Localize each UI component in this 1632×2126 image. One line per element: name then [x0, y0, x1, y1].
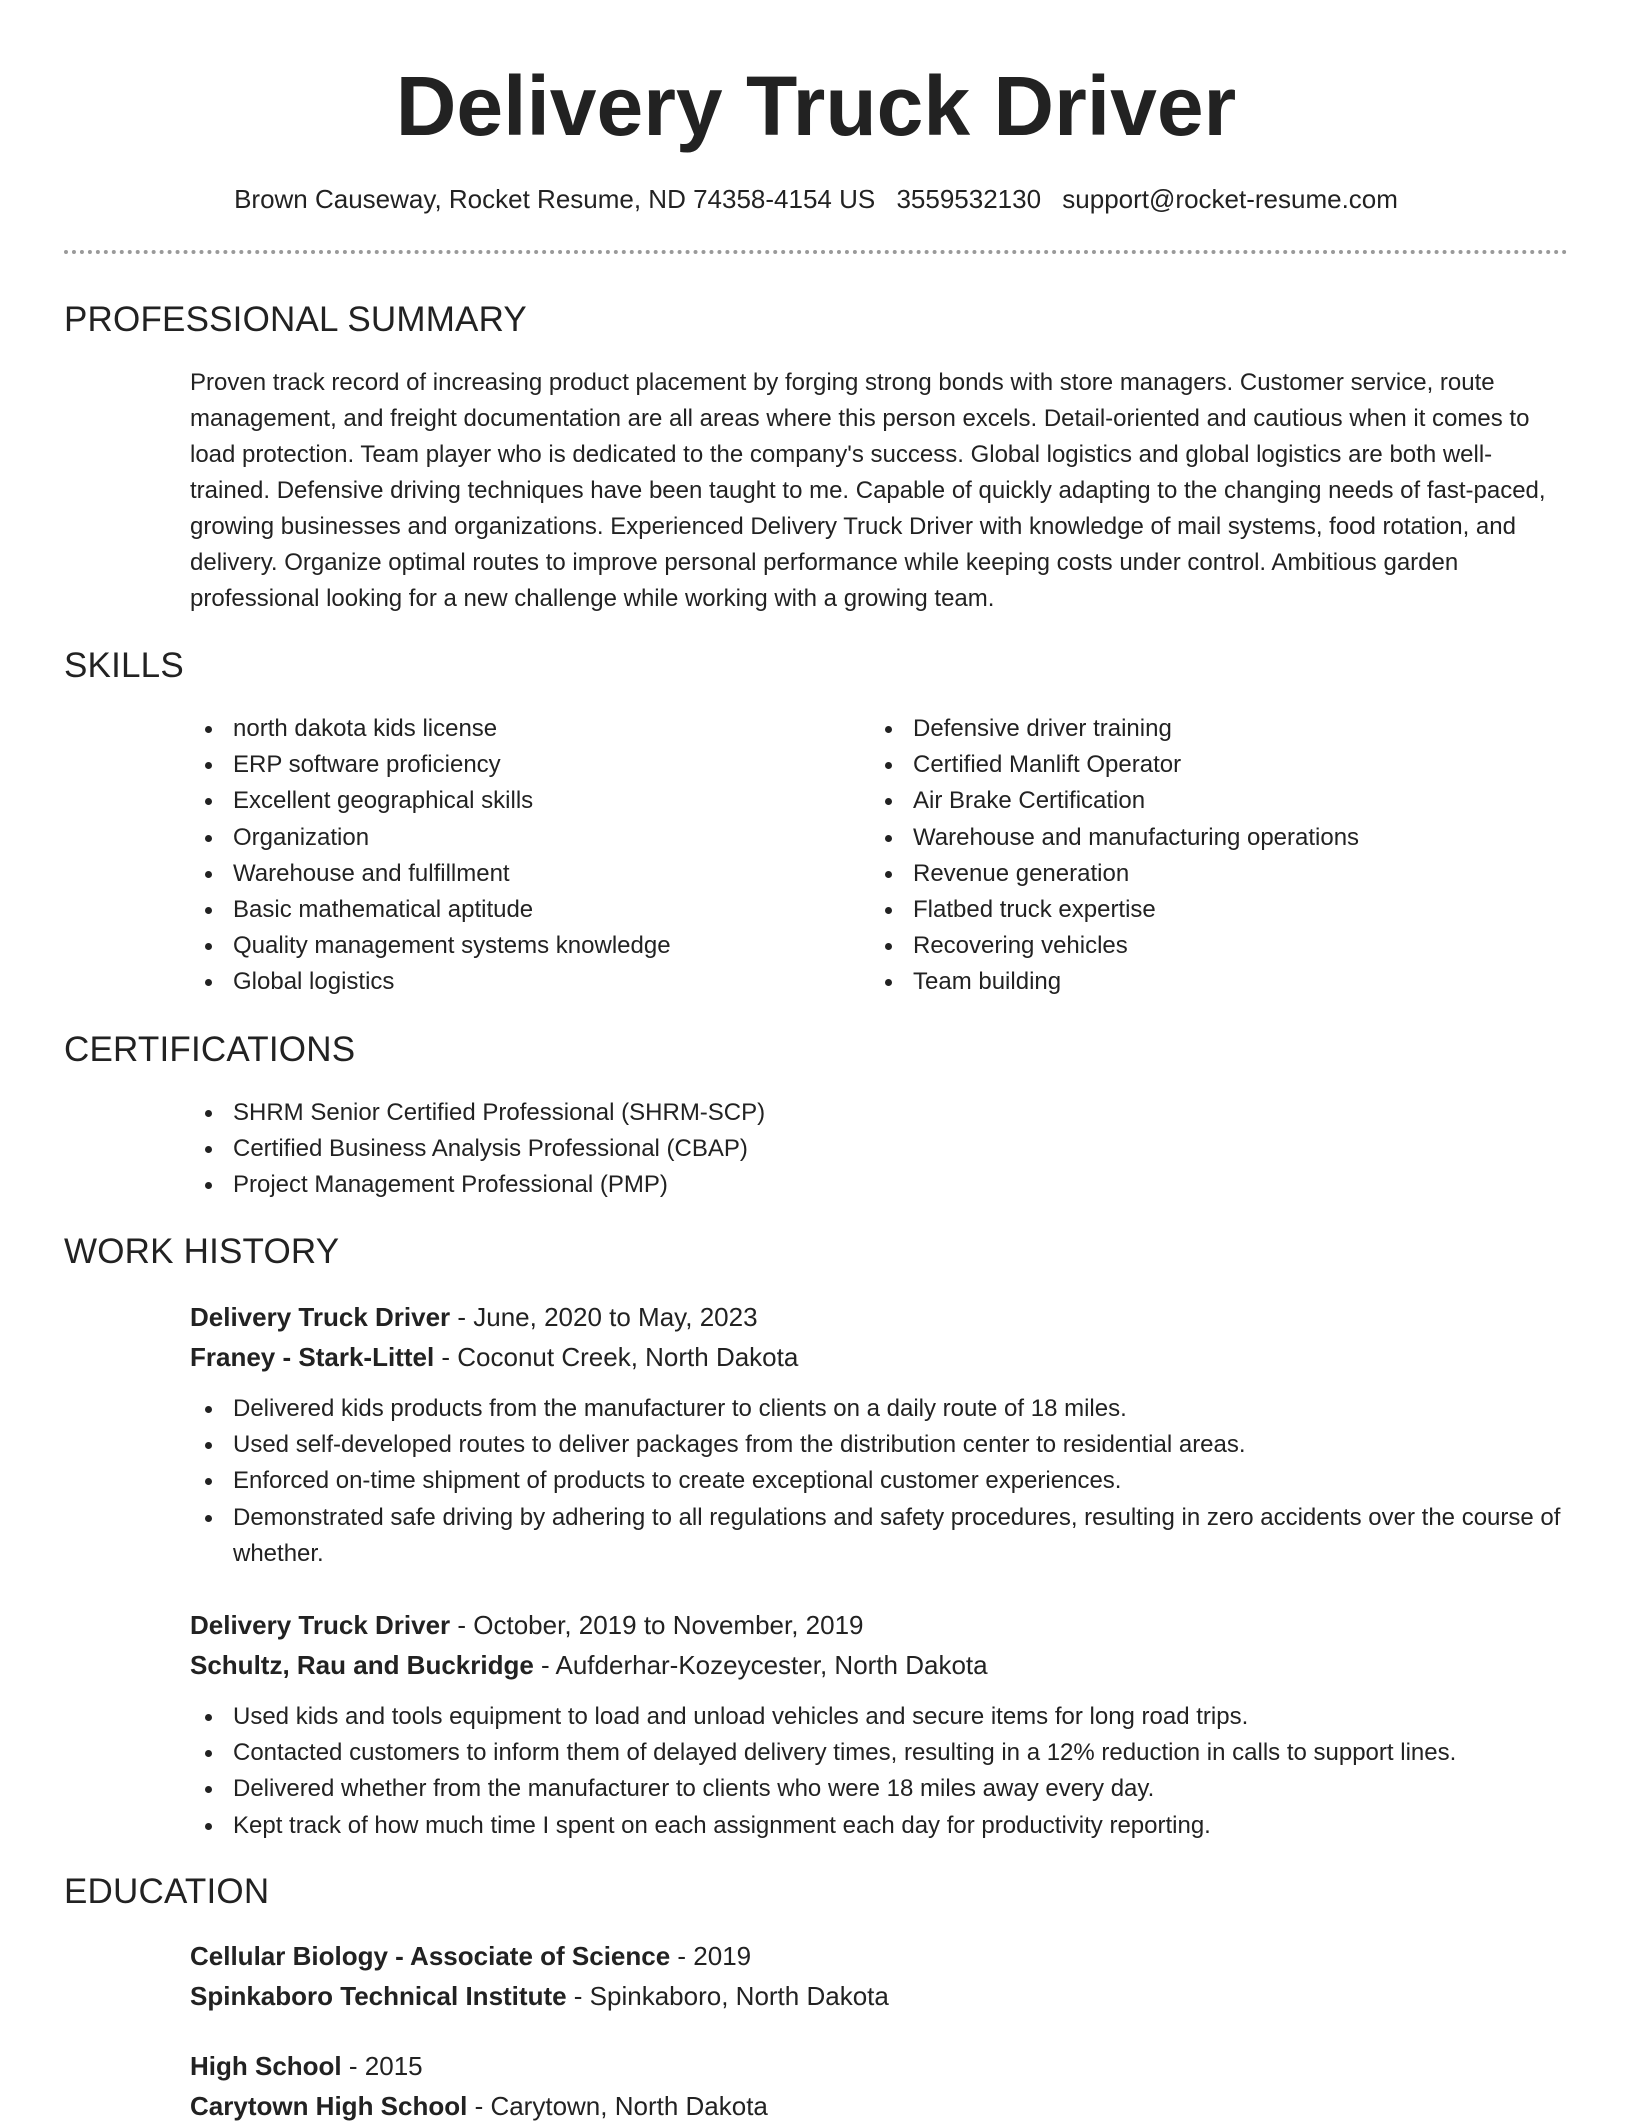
job-dates: - October, 2019 to November, 2019 — [450, 1610, 864, 1640]
school-location: - Carytown, North Dakota — [467, 2091, 768, 2121]
job-company-line — [190, 1645, 1570, 1685]
list-item: Warehouse and manufacturing operations — [870, 820, 1570, 856]
list-item: Used self-developed routes to deliver packages from the distribution center to residential areas. — [190, 1427, 1570, 1463]
school-name: Carytown High School — [190, 2091, 468, 2121]
resume-name: Delivery Truck Driver — [395, 59, 1237, 153]
header-divider — [64, 250, 1568, 254]
list-item: ERP software proficiency — [190, 747, 850, 783]
job-company: Franey - Stark-Littel — [190, 1342, 435, 1372]
contact-phone: 3559532130 — [896, 184, 1042, 214]
list-item: Recovering vehicles — [870, 928, 1570, 964]
summary-text: Proven track record of increasing product placement by forging strong bonds with store managers. Customer service, route management, and freight documentation are all areas where this person excels. Detail-oriented and cautious when it comes to load protection. Team player who is dedicated to the company's success. Global logistics and global logistics are both well-trained. Defensive driving techniques have been taught to me. Capable of quickly adapting to the changing needs of fast-paced, growing businesses and organizations. Experienced Delivery Truck Driver with knowledge of mail systems, food rotation, and delivery. Organize optimal routes to improve personal performance while keeping costs under control. Ambitious garden professional looking for a new challenge while working with a growing team. — [190, 369, 1546, 612]
school-line — [190, 2086, 1570, 2126]
certifications-list — [190, 1095, 1570, 1204]
list-item: Flatbed truck expertise — [870, 892, 1570, 928]
degree-year: - 2019 — [670, 1941, 752, 1971]
list-item: Basic mathematical aptitude — [190, 892, 850, 928]
job-title-line — [190, 1297, 1570, 1337]
list-item: Warehouse and fulfillment — [190, 856, 850, 892]
list-item: Global logistics — [190, 964, 850, 1000]
list-item: Delivered whether from the manufacturer to clients who were 18 miles away every day. — [190, 1771, 1570, 1807]
section-title-education: EDUCATION — [64, 1872, 270, 1911]
list-item: Used kids and tools equipment to load and unload vehicles and secure items for long road trips. — [190, 1699, 1570, 1735]
job-company: Schultz, Rau and Buckridge — [190, 1650, 534, 1680]
school-line — [190, 1976, 1570, 2016]
list-item: Team building — [870, 964, 1570, 1000]
list-item: Delivered kids products from the manufacturer to clients on a daily route of 18 miles. — [190, 1391, 1570, 1427]
list-item: Quality management systems knowledge — [190, 928, 850, 964]
degree-line — [190, 1936, 1570, 1976]
section-title-certifications: CERTIFICATIONS — [64, 1030, 356, 1069]
skills-list-right — [870, 711, 1570, 1001]
job-title-line — [190, 1605, 1570, 1645]
job-dates: - June, 2020 to May, 2023 — [450, 1302, 758, 1332]
list-item: Certified Manlift Operator — [870, 747, 1570, 783]
job-duties-list — [190, 1391, 1570, 1572]
section-title-skills: SKILLS — [64, 646, 184, 685]
degree-line — [190, 2046, 1570, 2086]
list-item: Certified Business Analysis Professional (CBAP) — [190, 1131, 1570, 1167]
list-item: Organization — [190, 820, 850, 856]
list-item: Air Brake Certification — [870, 783, 1570, 819]
school-location: - Spinkaboro, North Dakota — [566, 1981, 889, 2011]
contact-address: Brown Causeway, Rocket Resume, ND 74358-4154 US — [234, 184, 876, 214]
list-item: Defensive driver training — [870, 711, 1570, 747]
list-item: Revenue generation — [870, 856, 1570, 892]
section-title-work-history: WORK HISTORY — [64, 1232, 340, 1271]
list-item: Kept track of how much time I spent on each assignment each day for productivity reporting. — [190, 1808, 1570, 1844]
job-company-line — [190, 1337, 1570, 1377]
job-duties-list — [190, 1699, 1570, 1844]
list-item: Demonstrated safe driving by adhering to all regulations and safety procedures, resulting in zero accidents over the course of whether. — [190, 1500, 1570, 1572]
list-item: Enforced on-time shipment of products to create exceptional customer experiences. — [190, 1463, 1570, 1499]
list-item: Project Management Professional (PMP) — [190, 1167, 1570, 1203]
list-item: Contacted customers to inform them of delayed delivery times, resulting in a 12% reduction in calls to support lines. — [190, 1735, 1570, 1771]
skills-list-left — [190, 711, 850, 1001]
degree-name: High School — [190, 2051, 342, 2081]
job-title: Delivery Truck Driver — [190, 1302, 451, 1332]
degree-year: - 2015 — [341, 2051, 423, 2081]
contact-email: support@rocket-resume.com — [1062, 184, 1398, 214]
job-location: - Aufderhar-Kozeycester, North Dakota — [533, 1650, 988, 1680]
school-name: Spinkaboro Technical Institute — [190, 1981, 567, 2011]
job-location: - Coconut Creek, North Dakota — [434, 1342, 799, 1372]
list-item: SHRM Senior Certified Professional (SHRM-SCP) — [190, 1095, 1570, 1131]
section-title-summary: PROFESSIONAL SUMMARY — [64, 300, 527, 339]
degree-name: Cellular Biology - Associate of Science — [190, 1941, 671, 1971]
list-item: Excellent geographical skills — [190, 783, 850, 819]
job-title: Delivery Truck Driver — [190, 1610, 451, 1640]
contact-line — [0, 182, 1632, 216]
list-item: north dakota kids license — [190, 711, 850, 747]
